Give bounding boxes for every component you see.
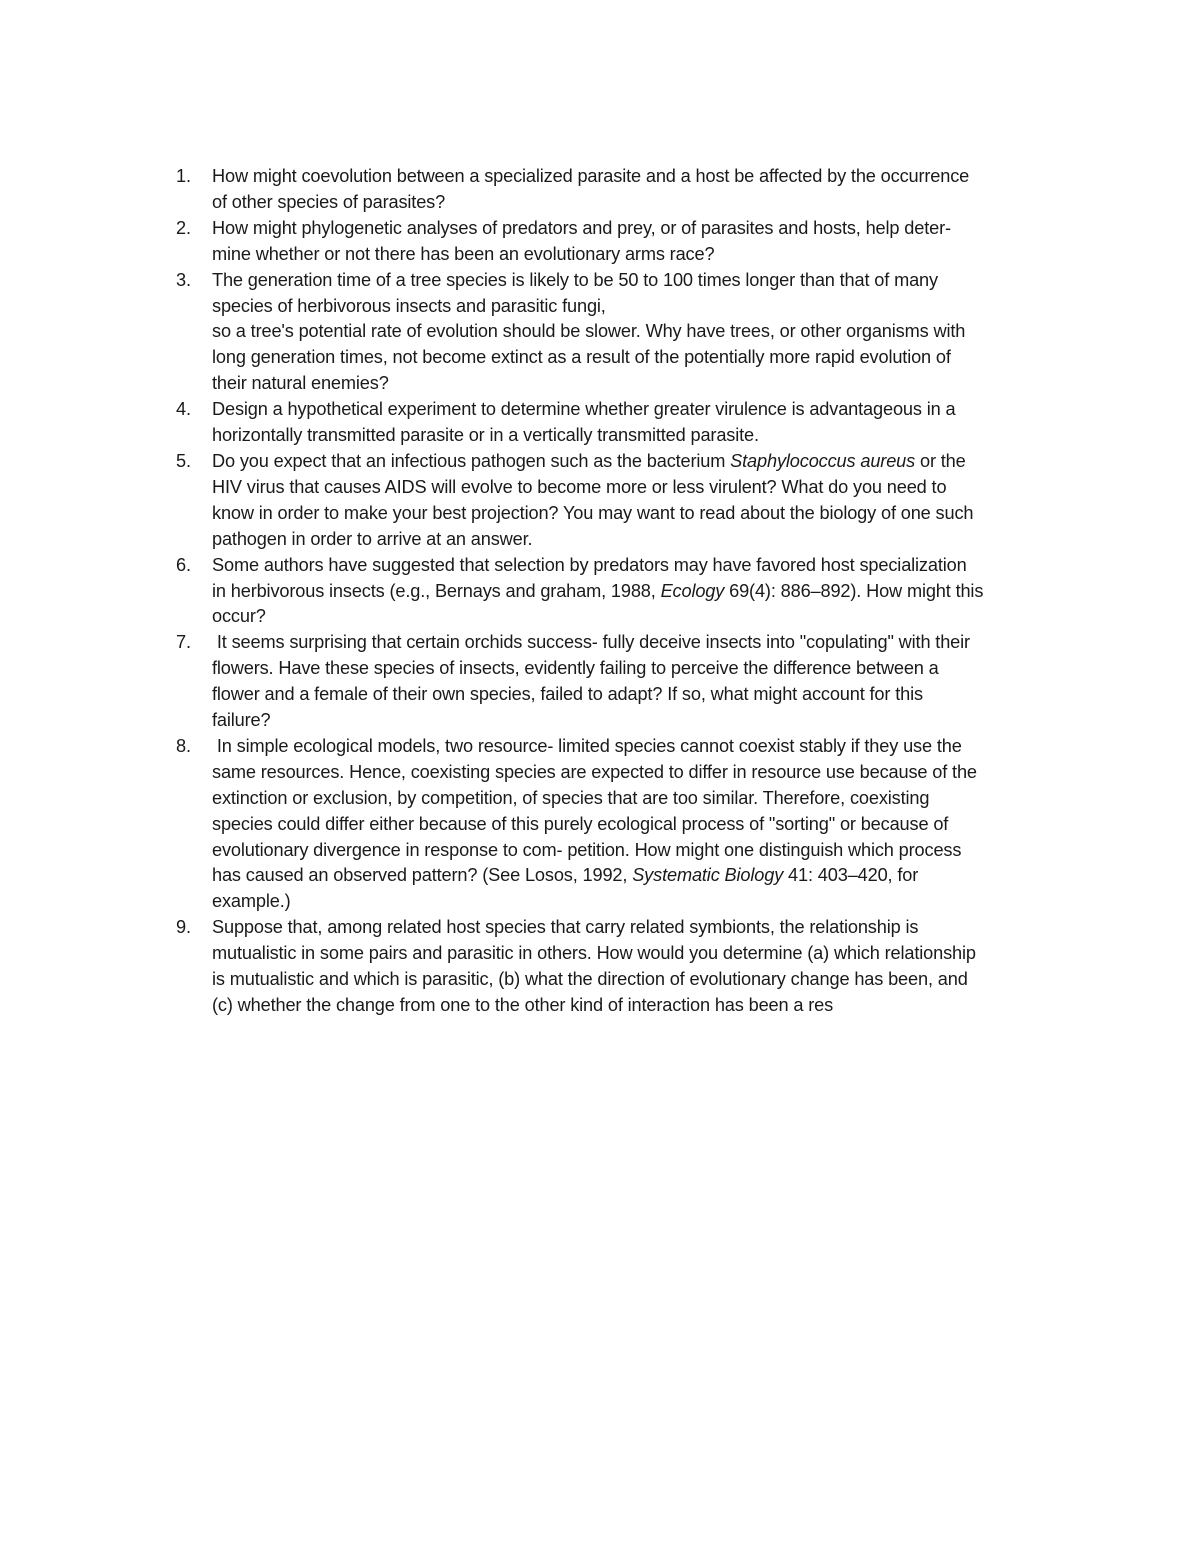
question-text-segment: 41: 403–420, for example.) [212, 865, 919, 912]
question-item [165, 915, 1065, 1019]
question-text-segment: or the HIV virus that causes AIDS will evolve to become more or less virulent? What do you need to know in order to make your best projection? You may want to read about the biology of one such pathogen in order to arrive at an answer. [212, 450, 974, 549]
question-number: 2. [176, 217, 191, 238]
question-number: 4. [176, 399, 191, 420]
question-number: 9. [176, 917, 191, 938]
question-number: 5. [176, 450, 191, 471]
question-text [212, 216, 1065, 268]
question-text [212, 268, 1065, 398]
question-text-segment: In simple ecological models, two resource- limited species cannot coexist stably if they use the same resources. Hence, coexisting species are expected to differ in resource use because of the extinction or exclusion, by competition, of species that are too similar. Therefore, coexisting species could differ either because of this purely ecological process of "sorting" or because of evolutionary divergence in response to com- petition. How might one distinguish which process has caused an observed pattern? (See Losos, 1992, [212, 735, 977, 886]
question-list [165, 164, 1065, 1019]
question-item [165, 397, 1065, 449]
question-item [165, 268, 1065, 398]
question-text [212, 553, 1065, 631]
question-item [165, 630, 1065, 734]
question-text-segment: Suppose that, among related host species that carry related symbionts, the relationship is mutualistic in some pairs and parasitic in others. How would you determine (a) which relationship is mutualistic and which is parasitic, (b) what the direction of evolutionary change has been, and (c) whether the change from one to the other kind of interaction has been a res [212, 917, 976, 1015]
question-item [165, 164, 1065, 216]
question-text-segment: 69(4): 886–892). How might this occur? [212, 580, 984, 627]
question-text [212, 397, 1065, 449]
question-text-segment: How might coevolution between a specialized parasite and a host be affected by the occurrence of other species of parasites? [212, 166, 970, 212]
question-item [165, 449, 1065, 553]
question-text-segment: It seems surprising that certain orchids success- fully deceive insects into "copulating" with their flowers. Have these species of insects, evidently failing to perceive the difference between a flower and a female of their own species, failed to adapt? If so, what might account for this failure? [212, 632, 970, 731]
question-number: 1. [176, 166, 191, 186]
question-text [212, 164, 1065, 216]
question-text-segment: Design a hypothetical experiment to determine whether greater virulence is advantageous in a horizontally transmitted parasite or in a vertically transmitted parasite. [212, 399, 956, 446]
question-number: 6. [176, 554, 191, 575]
italic-citation: Ecology [660, 580, 725, 601]
question-item [165, 553, 1065, 631]
question-number: 3. [176, 269, 191, 290]
question-text-segment: Do you expect that an infectious pathogen such as the bacterium [212, 450, 731, 471]
question-text-segment: Some authors have suggested that selection by predators may have favored host specialization in herbivorous insects (e.g., Bernays and graham, 1988, [212, 554, 967, 601]
question-text [212, 915, 1065, 1019]
italic-citation: Systematic Biology [632, 865, 784, 886]
question-text [212, 630, 1065, 734]
question-number: 7. [176, 632, 191, 653]
italic-citation: Staphylococcus aureus [730, 450, 916, 471]
question-item [165, 216, 1065, 268]
question-text-segment: How might phylogenetic analyses of predators and prey, or of parasites and hosts, help deter- mine whether or not there has been an evolutionary arms race? [212, 217, 951, 264]
question-text [212, 734, 1065, 915]
question-text-segment: The generation time of a tree species is likely to be 50 to 100 times longer than that of many species of herbivorous insects and parasitic fungi, so a tree's potential rate of evolution should be slower. Why have trees, or other organisms with long generation times, not become extinct as a result of the potentially more rapid evolution of their natural enemies? [212, 269, 966, 394]
question-number: 8. [176, 735, 191, 756]
question-text [212, 449, 1065, 553]
question-item [165, 734, 1065, 915]
